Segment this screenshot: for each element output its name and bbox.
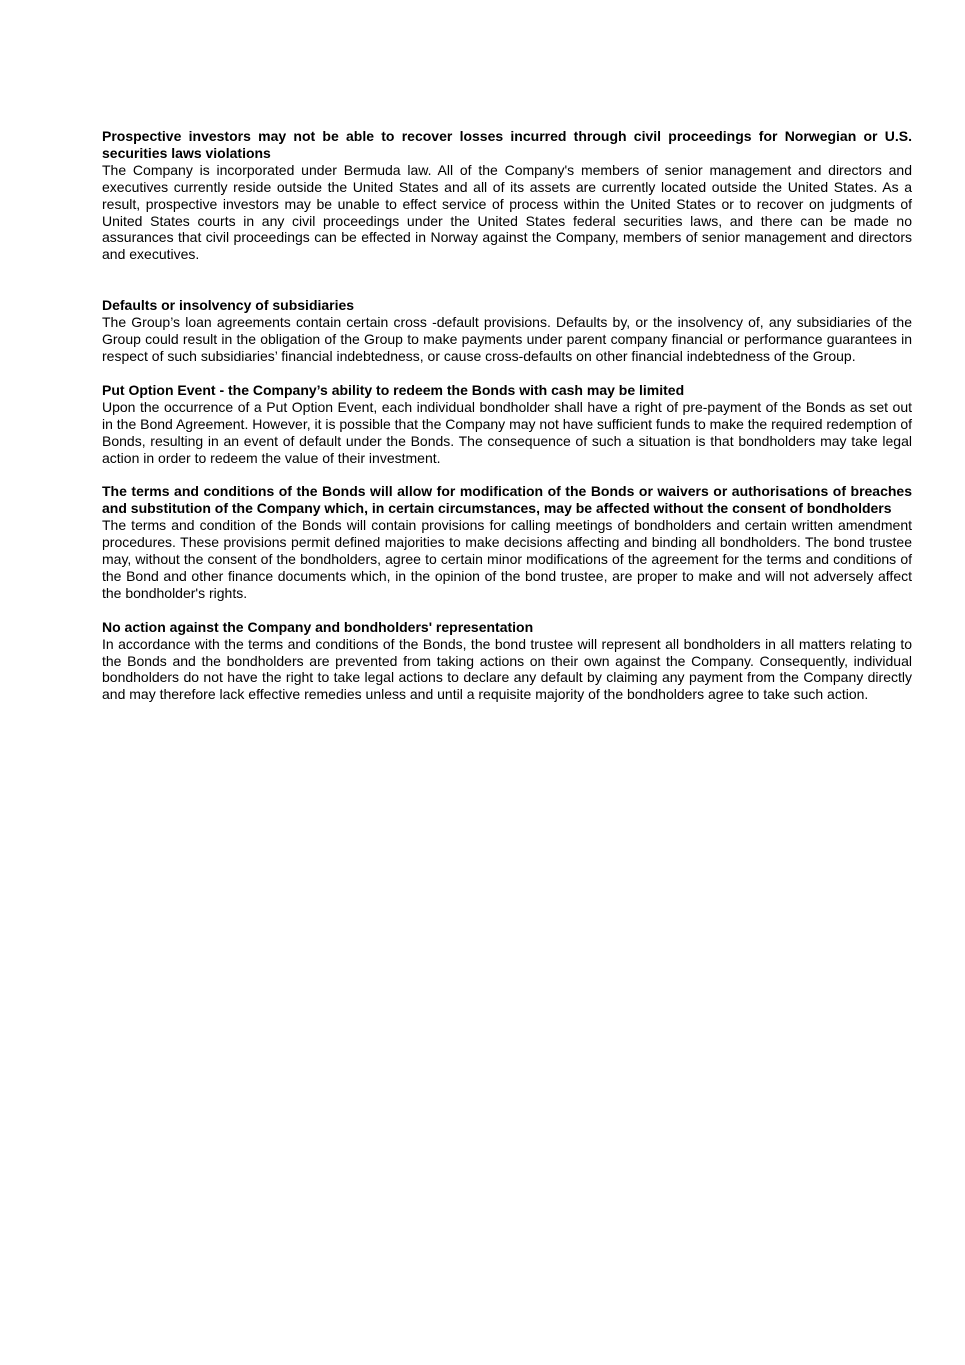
section-heading: Prospective investors may not be able to recover losses incurred through civil proceedings for Norwegian or U.S. securities laws violations — [102, 128, 912, 161]
section-body: The Company is incorporated under Bermuda law. All of the Company's members of senior management and directors and executives currently reside outside the United States and all of its assets are currently located outside the United States. As a result, prospective investors may be unable to effect service of process within the United States or to recover on judgments of United States courts in any civil proceedings under the United States federal securities laws, and there can be made no assurances that civil proceedings can be effected in Norway against the Company, members of senior management and directors and executives. — [102, 161, 912, 263]
section-no-action — [102, 619, 912, 704]
spacer — [102, 263, 912, 297]
spacer — [102, 602, 912, 619]
section-heading: Put Option Event - the Company’s ability to redeem the Bonds with cash may be limited — [102, 381, 685, 398]
section-body: The terms and condition of the Bonds will contain provisions for calling meetings of bondholders and certain written amendment procedures. These provisions permit defined majorities to make decisions affecting and binding all bondholders. The bond trustee may, without the consent of the bondholders, agree to certain minor modifications of the agreement for the terms and conditions of the Bond and other finance documents which, in the opinion of the bond trustee, are proper to make and will not adversely affect the bondholder's rights. — [102, 517, 912, 601]
section-body: The Group’s loan agreements contain certain cross -default provisions. Defaults by, or the insolvency of, any subsidiaries of the Group could result in the obligation of the Group to make payments under parent company financial or performance guarantees in respect of such subsidiaries’ financial indebtedness, or cause cross-defaults on other financial indebtedness of the Group. — [102, 314, 912, 364]
document-page — [102, 128, 912, 703]
section-body: In accordance with the terms and conditions of the Bonds, the bond trustee will represent all bondholders in all matters relating to the Bonds and the bondholders are prevented from taking actions on their own against the Company. Consequently, individual bondholders do not have the right to take legal actions to declare any default by claiming any payment from the Company directly and may therefore lack effective remedies unless and until a requisite majority of the bondholders agree to take such action. — [102, 635, 912, 703]
section-civil-proceedings — [102, 128, 912, 263]
spacer — [102, 466, 912, 483]
spacer — [102, 365, 912, 382]
section-body: Upon the occurrence of a Put Option Event, each individual bondholder shall have a right of pre-payment of the Bonds as set out in the Bond Agreement. However, it is possible that the Company may not have sufficient funds to make the required redemption of Bonds, resulting in an event of default under the Bonds. The consequence of such a situation is that bondholders may take legal action in order to redeem the value of their investment. — [102, 398, 912, 466]
section-heading: No action against the Company and bondholders' representation — [102, 618, 534, 635]
section-put-option-event — [102, 382, 912, 467]
section-heading: The terms and conditions of the Bonds will allow for modification of the Bonds or waivers or authorisations of breaches and substitution of the Company which, in certain circumstances, may be affected without the consent of bondholders — [102, 483, 912, 517]
section-terms-modification — [102, 483, 912, 601]
section-defaults-insolvency — [102, 297, 912, 365]
section-heading: Defaults or insolvency of subsidiaries — [102, 297, 355, 314]
